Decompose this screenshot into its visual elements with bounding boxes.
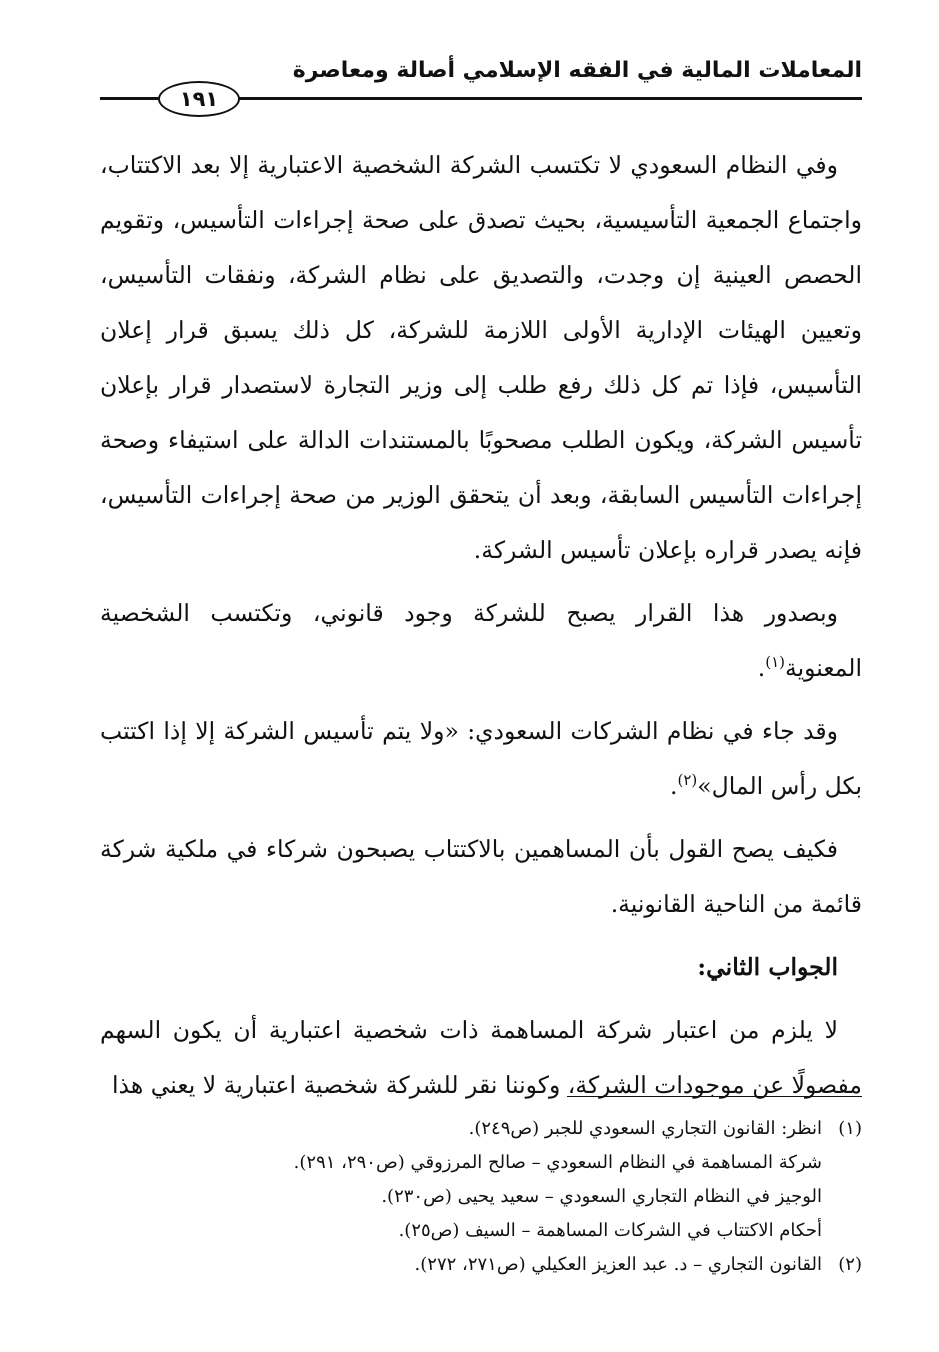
footnote-ref-2[interactable]: (٢)	[677, 771, 698, 790]
paragraph-5: لا يلزم من اعتبار شركة المساهمة ذات شخصية اعتبارية أن يكون السهم مفصولًا عن موجودات الشركة، وكوننا نقر للشركة شخصية اعتبارية لا يعني هذا	[100, 1016, 862, 1099]
paragraph-3-end: .	[670, 772, 678, 800]
paragraph-4: فكيف يصح القول بأن المساهمين بالاكتتاب يصبحون شركاء في ملكية شركة قائمة من الناحية القانونية.	[100, 835, 862, 918]
paragraph-2-text: وبصدور هذا القرار يصبح للشركة وجود قانوني، وتكتسب الشخصية المعنوية	[100, 599, 862, 682]
section-heading: الجواب الثاني:	[697, 953, 838, 981]
footnote-2	[100, 1248, 862, 1282]
footnote-2-number: (٢)	[838, 1254, 862, 1275]
footnote-2-line-1: القانون التجاري – د. عبد العزيز العكيلي (ص٢٧١، ٢٧٢).	[414, 1254, 822, 1275]
paragraph-2	[100, 586, 862, 696]
footnote-1-line-2: شركة المساهمة في النظام السعودي – صالح المرزوقي (ص٢٩٠، ٢٩١).	[293, 1152, 822, 1173]
footnote-separator	[567, 1096, 862, 1097]
page-number: ١٩١	[158, 81, 240, 117]
footnote-1-line-4: أحكام الاكتتاب في الشركات المساهمة – السيف (ص٢٥).	[398, 1220, 822, 1241]
paragraph-3	[100, 704, 862, 814]
paragraph-2-end: .	[757, 654, 766, 682]
footnote-1-line-3: الوجيز في النظام التجاري السعودي – سعيد يحيى (ص٢٣٠).	[381, 1186, 822, 1207]
running-header	[100, 50, 862, 110]
book-title: المعاملات المالية في الفقه الإسلامي أصالة ومعاصرة	[292, 58, 862, 83]
footnote-1	[100, 1112, 862, 1146]
footnotes	[100, 1112, 862, 1282]
footnote-ref-1[interactable]: (١)	[765, 653, 786, 672]
paragraph-1: وفي النظام السعودي لا تكتسب الشركة الشخصية الاعتبارية إلا بعد الاكتتاب، واجتماع الجمعية التأسيسية، بحيث تصدق على صحة إجراءات التأسيس، وتقويم الحصص العينية إن وجدت، والتصديق على نظام الشركة، ونفقات التأسيس، وتعيين الهيئات الإدارية الأولى اللازمة للشركة، كل ذلك يسبق قرار إعلان التأسيس، فإذا تم كل ذلك رفع طلب إلى وزير التجارة لاستصدار قرار بإعلان تأسيس الشركة، ويكون الطلب مصحوبًا بالمستندات الدالة على استيفاء وصحة إجراءات التأسيس السابقة، وبعد أن يتحقق الوزير من صحة إجراءات التأسيس، فإنه يصدر قراره بإعلان تأسيس الشركة.	[100, 151, 862, 564]
paragraph-3-text: وقد جاء في نظام الشركات السعودي: «ولا يتم تأسيس الشركة إلا إذا اكتتب بكل رأس المال»	[100, 717, 862, 800]
footnote-1-number: (١)	[838, 1118, 862, 1139]
footnote-1-line-1: انظر: القانون التجاري السعودي للجبر (ص٢٤٩).	[468, 1118, 822, 1139]
main-text	[100, 138, 862, 1121]
